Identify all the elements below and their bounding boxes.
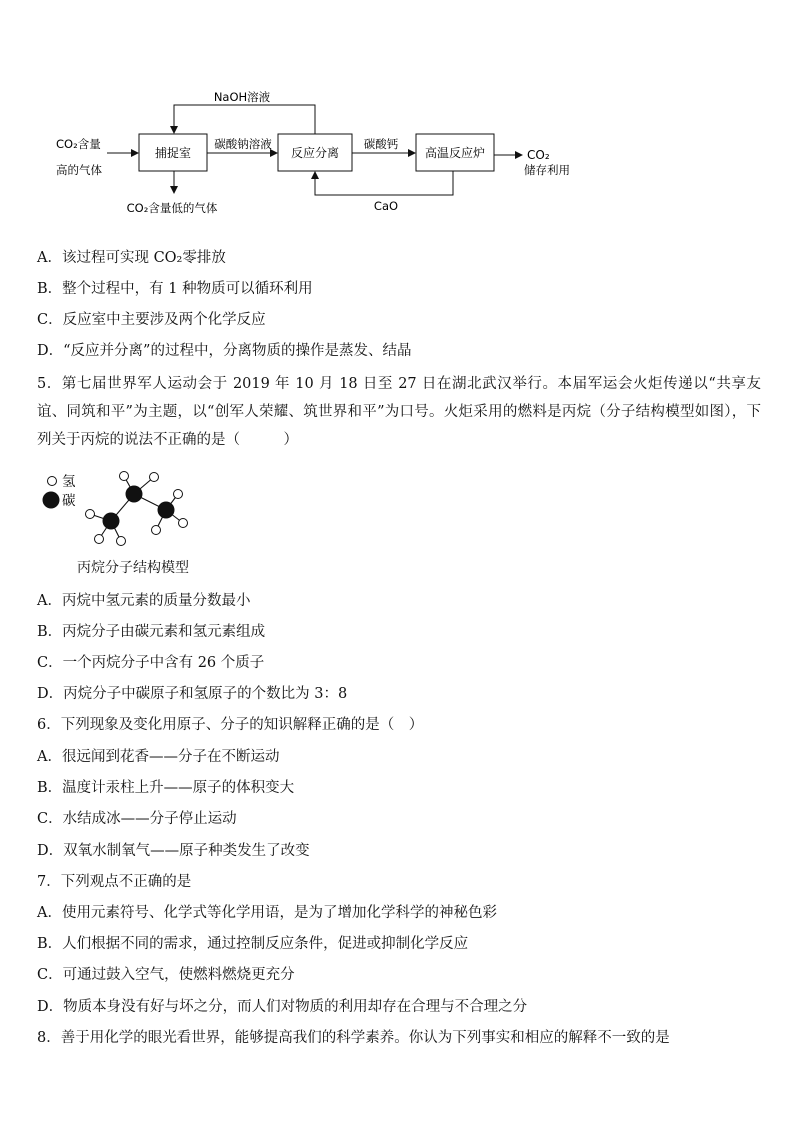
co2-capture-flow-diagram — [0, 0, 794, 230]
q5-option-d: D．丙烷分子中碳原子和氢原子的个数比为 3：8 — [37, 686, 348, 702]
propane-model-caption: 丙烷分子结构模型 — [77, 560, 189, 576]
q4-option-a: A．该过程可实现 CO₂零排放 — [37, 250, 226, 266]
q4-option-d: D．“反应并分离”的过程中，分离物质的操作是蒸发、结晶 — [37, 343, 412, 359]
q6-option-a: A．很远闻到花香——分子在不断运动 — [37, 749, 280, 765]
sodium-carbonate-label: 碳酸钠溶液 — [214, 137, 272, 151]
q5-option-c: C．一个丙烷分子中含有 26 个质子 — [37, 655, 265, 671]
q8-stem: 8．善于用化学的眼光看世界，能够提高我们的科学素养。你认为下列事实和相应的解释不一致的是 — [37, 1030, 670, 1046]
calcium-carbonate-label: 碳酸钙 — [363, 137, 399, 151]
reaction-separation-label: 反应分离 — [290, 146, 340, 160]
hydrogen-legend-label: 氢 — [62, 474, 76, 490]
q7-option-d: D．物质本身没有好与坏之分，而人们对物质的利用却存在合理与不合理之分 — [37, 999, 528, 1015]
input-label-line1: CO₂含量 — [56, 137, 101, 151]
q7-option-a: A．使用元素符号、化学式等化学用语，是为了增加化学科学的神秘色彩 — [37, 905, 497, 921]
cao-loop-arrow — [315, 171, 453, 195]
q6-option-c: C．水结成冰——分子停止运动 — [37, 811, 237, 827]
q7-option-c: C．可通过鼓入空气，使燃料燃烧更充分 — [37, 967, 295, 983]
naoh-loop-arrow — [174, 105, 315, 134]
furnace-label: 高温反应炉 — [424, 146, 486, 160]
low-gas-label: CO₂含量低的气体 — [126, 201, 218, 215]
q7-option-b: B．人们根据不同的需求，通过控制反应条件，促进或抑制化学反应 — [37, 936, 469, 952]
carbon-legend-icon — [43, 492, 60, 509]
q7-stem: 7．下列观点不正确的是 — [37, 874, 192, 890]
naoh-label: NaOH溶液 — [213, 90, 271, 104]
output-label-line2: 储存利用 — [524, 163, 570, 177]
q5-stem: 5．第七届世界军人运动会于 2019 年 10 月 18 日至 27 日在湖北武汉举行。本届军运会火炬传递以“共享友谊、同筑和平”为主题，以“创军人荣耀、筑世界和平”为口号。火炬采用的燃料是丙烷（分子结构模型如图），下列关于丙烷的说法不正确的是（ ） — [37, 376, 761, 448]
capture-chamber-label: 捕捉室 — [154, 146, 192, 160]
q6-option-b: B．温度计汞柱上升——原子的体积变大 — [37, 780, 295, 796]
cao-label: CaO — [373, 199, 399, 213]
q4-option-c: C．反应室中主要涉及两个化学反应 — [37, 312, 266, 328]
propane-molecule-model — [35, 468, 235, 548]
input-label-line2: 高的气体 — [56, 163, 102, 177]
hydrogen-legend-icon — [48, 477, 57, 486]
q5-option-a: A．丙烷中氢元素的质量分数最小 — [37, 593, 251, 609]
carbon-legend-label: 碳 — [62, 493, 76, 509]
q5-option-b: B．丙烷分子由碳元素和氢元素组成 — [37, 624, 266, 640]
q6-stem: 6．下列现象及变化用原子、分子的知识解释正确的是（ ） — [37, 717, 424, 733]
output-label-line1: CO₂ — [527, 148, 550, 162]
q4-option-b: B．整个过程中，有 1 种物质可以循环利用 — [37, 281, 313, 297]
q6-option-d: D．双氧水制氧气——原子种类发生了改变 — [37, 843, 310, 859]
